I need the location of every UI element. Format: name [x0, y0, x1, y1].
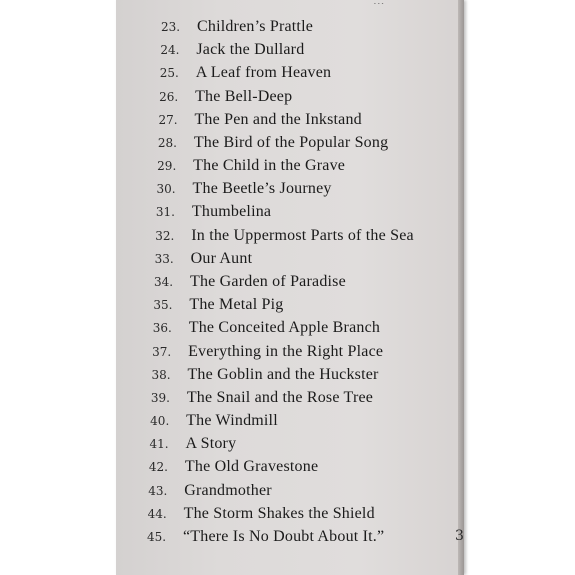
toc-entry: [153, 319, 453, 341]
toc-entry: [151, 366, 451, 388]
toc-entry: [154, 273, 454, 295]
toc-entry: [160, 64, 460, 86]
entry-number: 36.: [152, 321, 172, 336]
toc-entry: [150, 435, 450, 457]
entry-title: The Child in the Grave: [193, 157, 346, 175]
entry-title: Thumbelina: [191, 203, 272, 221]
entry-title: The Bell-Deep: [195, 87, 293, 105]
entry-number: 28.: [157, 135, 177, 150]
entry-title: The Metal Pig: [189, 296, 284, 314]
entry-number: 41.: [149, 437, 169, 452]
entry-number: 31.: [155, 205, 175, 220]
entry-number: 42.: [148, 460, 168, 475]
toc-entry: [157, 180, 457, 202]
entry-number: 32.: [155, 228, 175, 243]
entry-number: 23.: [161, 20, 181, 34]
entry-title: The Windmill: [186, 412, 278, 430]
toc-entry: [156, 203, 456, 225]
entry-number: 29.: [157, 159, 177, 174]
entry-title: In the Uppermost Parts of the Sea: [191, 226, 414, 244]
toc-entry: [158, 111, 458, 133]
entry-number: 34.: [154, 275, 174, 289]
entry-number: 40.: [150, 414, 170, 429]
toc-entry: [153, 296, 453, 318]
toc-entry: [157, 157, 457, 179]
toc-entry: [158, 134, 458, 156]
toc-entry: [149, 458, 449, 480]
toc-entry: [155, 227, 455, 249]
entry-title: The Bird of the Popular Song: [193, 133, 389, 151]
entry-title: The Goblin and the Huckster: [187, 365, 379, 383]
entry-number: 25.: [159, 66, 179, 81]
entry-number: 27.: [158, 112, 178, 127]
entry-title: The Garden of Paradise: [190, 273, 346, 290]
entry-title: The Beetle’s Journey: [192, 180, 332, 198]
entry-number: 26.: [159, 89, 179, 104]
entry-title: A Leaf from Heaven: [195, 64, 332, 82]
toc-entry: [148, 505, 448, 527]
edge-mark: 3: [455, 528, 464, 544]
entry-number: 30.: [156, 182, 176, 197]
entry-number: 43.: [148, 483, 168, 498]
entry-number: 38.: [151, 367, 171, 382]
entry-title: The Old Gravestone: [184, 458, 319, 476]
entry-number: 37.: [152, 344, 172, 359]
toc-entry: [151, 389, 451, 411]
toc-entry: [147, 528, 447, 550]
toc-entry: [160, 41, 460, 63]
entry-number: 39.: [150, 390, 170, 405]
entry-title: The Pen and the Inkstand: [194, 110, 362, 128]
toc-entry: [161, 18, 461, 40]
toc-entry: [155, 250, 455, 272]
entry-number: 33.: [154, 251, 174, 266]
entry-number: 45.: [147, 530, 167, 544]
toc-entry: [152, 343, 452, 365]
entry-title: The Conceited Apple Branch: [188, 319, 381, 337]
entry-number: 24.: [160, 43, 180, 58]
entry-title: The Storm Shakes the Shield: [183, 504, 375, 522]
entry-number: 44.: [147, 506, 167, 521]
entry-title: Grandmother: [184, 481, 272, 499]
entry-title: The Snail and the Rose Tree: [186, 388, 374, 406]
entry-title: Jack the Dullard: [196, 41, 305, 59]
entry-title: “There Is No Doubt About It.”: [183, 528, 385, 545]
entry-title: A Story: [185, 435, 237, 453]
entry-title: Our Aunt: [190, 249, 253, 267]
toc-entry: [159, 88, 459, 110]
header-fragment: [373, 0, 393, 4]
toc-entry: [150, 412, 450, 434]
entry-title: Children’s Prattle: [197, 18, 314, 35]
entry-title: Everything in the Right Place: [188, 342, 384, 360]
entry-number: 35.: [153, 298, 173, 313]
toc-entry: [148, 482, 448, 504]
